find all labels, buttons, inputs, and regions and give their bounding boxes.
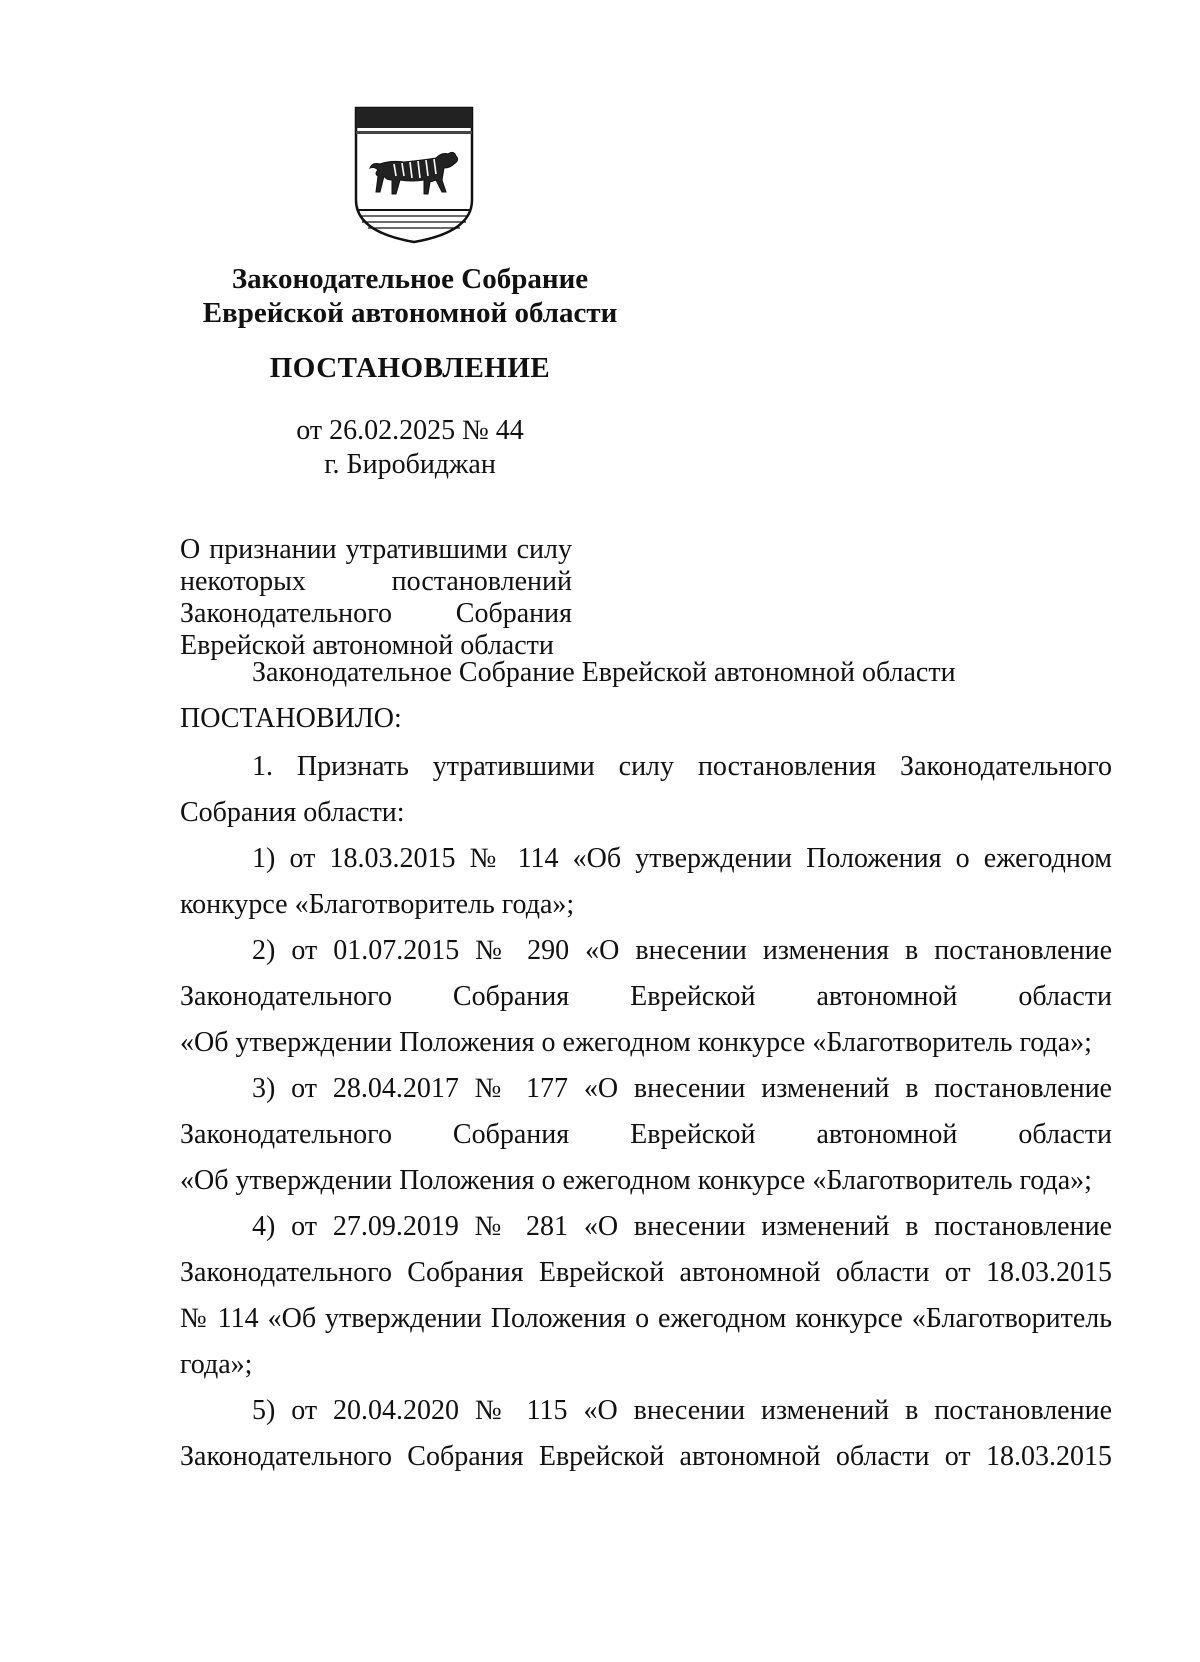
list-item-line: конкурсе «Благотворитель года»;	[180, 889, 575, 920]
list-item-line: Законодательного Собрания Еврейской автономной области от 18.03.2015	[180, 1257, 1112, 1288]
list-item-line: Законодательного Собрания Еврейской автономной области	[180, 1119, 1112, 1150]
city: г. Биробиджан	[324, 449, 496, 480]
list-item-line: «Об утверждении Положения о ежегодном конкурсе «Благотворитель года»;	[180, 1027, 1092, 1058]
subject-line: Законодательного Собрания	[180, 598, 572, 629]
document-body	[180, 650, 1112, 1480]
list-item-line: 4) от 27.09.2019 № 281 «О внесении изменений в постановление	[252, 1211, 1112, 1242]
list-item-line: Законодательного Собрания Еврейской автономной области	[180, 981, 1112, 1012]
subject-line: Еврейской автономной области	[180, 630, 554, 661]
document-meta	[200, 414, 620, 482]
list-item-line: «Об утверждении Положения о ежегодном конкурсе «Благотворитель года»;	[180, 1165, 1092, 1196]
list-item-line: 3) от 28.04.2017 № 177 «О внесении изменений в постановление	[252, 1073, 1112, 1104]
list-item-line: года»;	[180, 1349, 253, 1380]
list-item-line: 1) от 18.03.2015 № 114 «Об утверждении Положения о ежегодном	[252, 843, 1112, 874]
coat-of-arms-tiger-icon	[350, 104, 478, 246]
intro-resolved: ПОСТАНОВИЛО:	[180, 703, 402, 734]
legislature-name-line2: Еврейской автономной области	[202, 297, 618, 329]
list-item-line: № 114 «Об утверждении Положения о ежегодном конкурсе «Благотворитель	[180, 1303, 1112, 1334]
list-item-line: 5) от 20.04.2020 № 115 «О внесении изменений в постановление	[252, 1395, 1112, 1426]
legislature-name	[200, 262, 620, 330]
paragraph-line: Собрания области:	[180, 797, 405, 828]
legislature-name-line1: Законодательное Собрание	[231, 263, 589, 295]
date-number: от 26.02.2025 № 44	[296, 415, 524, 446]
document-type-title: ПОСТАНОВЛЕНИЕ	[269, 352, 551, 384]
list-item-line: Законодательного Собрания Еврейской автономной области от 18.03.2015	[180, 1441, 1112, 1472]
subject-line: О признании утратившими силу	[180, 534, 572, 565]
subject-line: некоторых постановлений	[180, 566, 572, 597]
subject-block	[180, 534, 572, 662]
list-item-line: 2) от 01.07.2015 № 290 «О внесении изменения в постановление	[252, 935, 1112, 966]
intro-line: Законодательное Собрание Еврейской автономной области	[252, 657, 956, 688]
paragraph-line: 1. Признать утратившими силу постановления Законодательного	[252, 751, 1112, 782]
